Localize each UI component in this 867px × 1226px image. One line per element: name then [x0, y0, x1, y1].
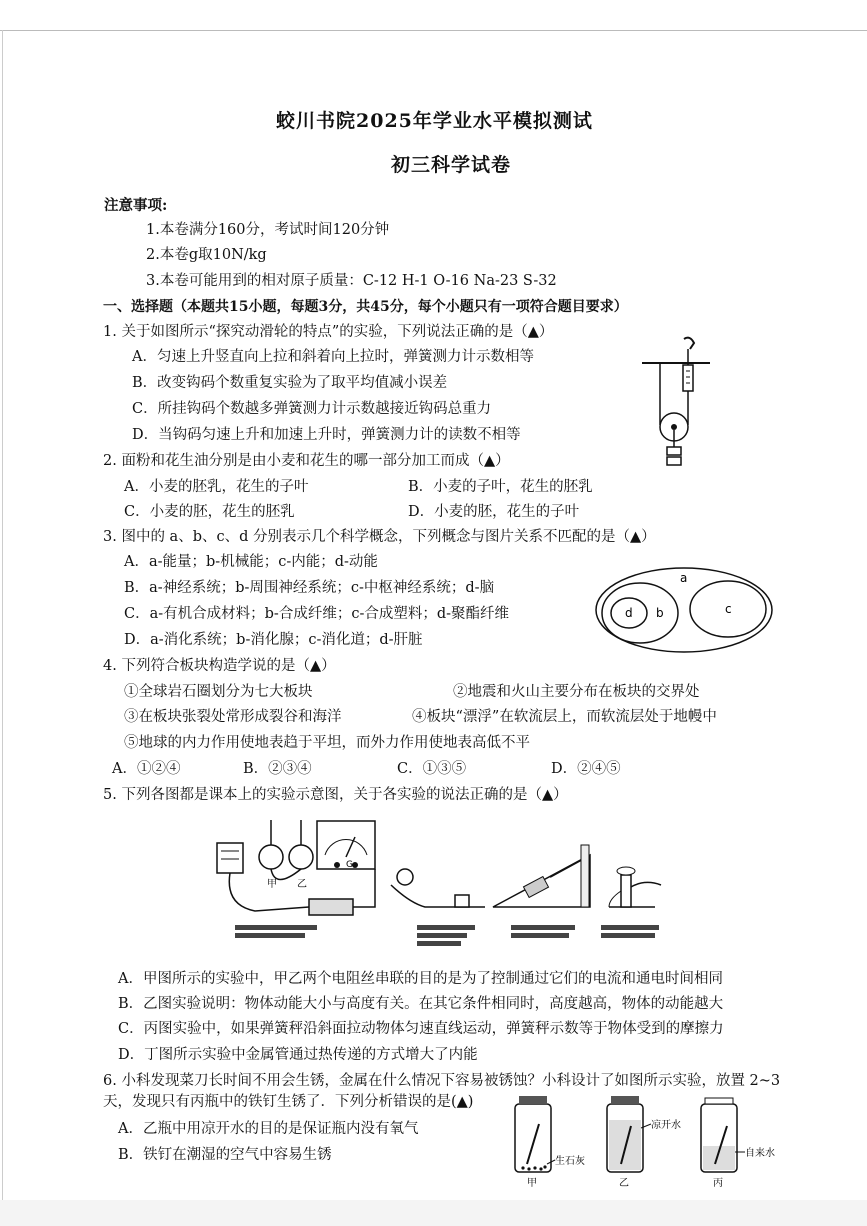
venn-label-b: b: [656, 606, 664, 620]
q3-stem: 3. 图中的 a、b、c、d 分别表示几个科学概念，下列概念与图片关系不匹配的是（▲）: [103, 529, 656, 545]
q3-option-a: A．a-能量；b-机械能；c-内能；d-动能: [124, 554, 378, 570]
q6-stem-line-1: 6. 小科发现菜刀长时间不用会生锈，金属在什么情况下容易被锈蚀？小科设计了如图所示实验，放置 2~3: [103, 1073, 781, 1089]
q4-option-b: B．②③④: [243, 761, 312, 777]
figure-jia-circuit: [217, 820, 375, 938]
venn-label-d: d: [625, 606, 633, 620]
notice-item-1: 1.本卷满分160分，考试时间120分钟: [146, 222, 390, 238]
fig-label-jia: 甲: [267, 879, 277, 890]
notice-item-3: 3.本卷可能用到的相对原子质量：C-12 H-1 O-16 Na-23 S-32: [146, 273, 557, 289]
section-heading: 一、选择题（本题共15小题，每题3分，共45分，每个小题只有一项符合题目要求）: [103, 299, 628, 315]
label-bottle-bing: 丙: [713, 1178, 723, 1189]
q5-option-d: D．丁图所示实验中金属管通过热传递的方式增大了内能: [118, 1047, 478, 1063]
label-quicklime: 生石灰: [555, 1156, 585, 1167]
q3-option-c: C．a-有机合成材料；b-合成纤维；c-合成塑料；d-聚酯纤维: [124, 606, 510, 622]
q2-option-a: A．小麦的胚乳，花生的子叶: [124, 479, 309, 495]
exam-subtitle: 初三科学试卷: [391, 154, 512, 176]
figure-bing-incline: [493, 845, 590, 938]
q1-option-d: D．当钩码匀速上升和加速上升时，弹簧测力计的读数不相等: [132, 427, 521, 443]
pulley-diagram: [640, 335, 720, 475]
q4-stem: 4. 下列符合板块构造学说的是（▲）: [103, 658, 336, 674]
q4-option-d: D．②④⑤: [551, 761, 621, 777]
notice-heading: 注意事项:: [104, 197, 168, 214]
label-cool-water: 凉开水: [651, 1120, 681, 1131]
concept-venn-diagram: [594, 565, 774, 655]
venn-label-c: c: [725, 602, 732, 616]
q2-option-d: D．小麦的胚，花生的子叶: [408, 504, 580, 520]
label-tap-water: 自来水: [745, 1148, 775, 1159]
q6-option-a: A．乙瓶中用凉开水的目的是保证瓶内没有氧气: [118, 1121, 419, 1137]
q5-option-c: C．丙图实验中，如果弹簧秤沿斜面拉动物体匀速直线运动，弹簧秤示数等于物体受到的摩擦力: [118, 1021, 724, 1037]
label-bottle-jia: 甲: [527, 1178, 537, 1189]
fig-label-g: G: [346, 860, 353, 870]
q6-stem-line-2: 天，发现只有丙瓶中的铁钉生锈了．下列分析错误的是(▲): [103, 1094, 474, 1110]
q4-option-a: A．①②④: [112, 761, 181, 777]
exam-title: 蛟川书院2025年学业水平模拟测试: [276, 110, 593, 132]
fig-label-yi: 乙: [297, 879, 307, 890]
q5-experiment-figures: [205, 815, 665, 950]
q5-option-a: A．甲图所示的实验中，甲乙两个电阻丝串联的目的是为了控制通过它们的电流和通电时间相同: [118, 971, 723, 987]
q2-stem: 2. 面粉和花生油分别是由小麦和花生的哪一部分加工而成（▲）: [103, 453, 510, 469]
q4-statement-1: ①全球岩石圈划分为七大板块: [124, 684, 313, 700]
page-left-edge: [2, 30, 3, 1200]
notice-item-2: 2.本卷g取10N/kg: [146, 247, 267, 263]
q4-statement-4: ④板块“漂浮”在软流层上，而软流层处于地幔中: [412, 709, 717, 725]
figure-ding-tube: [601, 867, 661, 938]
q1-option-a: A．匀速上升竖直向上拉和斜着向上拉时，弹簧测力计示数相等: [132, 349, 534, 365]
page-bottom-band: [0, 1200, 867, 1226]
venn-label-a: a: [680, 571, 688, 585]
iron-nail-bottles: [505, 1090, 795, 1190]
label-bottle-yi: 乙: [619, 1178, 629, 1189]
q4-option-c: C．①③⑤: [397, 761, 467, 777]
q1-stem: 1. 关于如图所示“探究动滑轮的特点”的实验，下列说法正确的是（▲）: [103, 324, 554, 340]
q1-option-b: B．改变钩码个数重复实验为了取平均值减小误差: [132, 375, 448, 391]
page-top-edge: [0, 30, 867, 31]
q3-option-b: B．a-神经系统；b-周围神经系统；c-中枢神经系统；d-脑: [124, 580, 495, 596]
q2-option-c: C．小麦的胚，花生的胚乳: [124, 504, 295, 520]
q6-option-b: B．铁钉在潮湿的空气中容易生锈: [118, 1147, 332, 1163]
q5-stem: 5. 下列各图都是课本上的实验示意图，关于各实验的说法正确的是（▲）: [103, 787, 568, 803]
figure-yi-slope: [391, 869, 485, 946]
q1-option-c: C．所挂钩码个数越多弹簧测力计示数越接近钩码总重力: [132, 401, 492, 417]
q5-option-b: B．乙图实验说明：物体动能大小与高度有关。在其它条件相同时，高度越高，物体的动能越大: [118, 996, 724, 1012]
q4-statement-2: ②地震和火山主要分布在板块的交界处: [453, 684, 700, 700]
q4-statement-5: ⑤地球的内力作用使地表趋于平坦，而外力作用使地表高低不平: [124, 735, 530, 751]
q2-option-b: B．小麦的子叶，花生的胚乳: [408, 479, 593, 495]
q4-statement-3: ③在板块张裂处常形成裂谷和海洋: [124, 709, 342, 725]
q3-option-d: D．a-消化系统；b-消化腺；c-消化道；d-肝脏: [124, 632, 423, 648]
